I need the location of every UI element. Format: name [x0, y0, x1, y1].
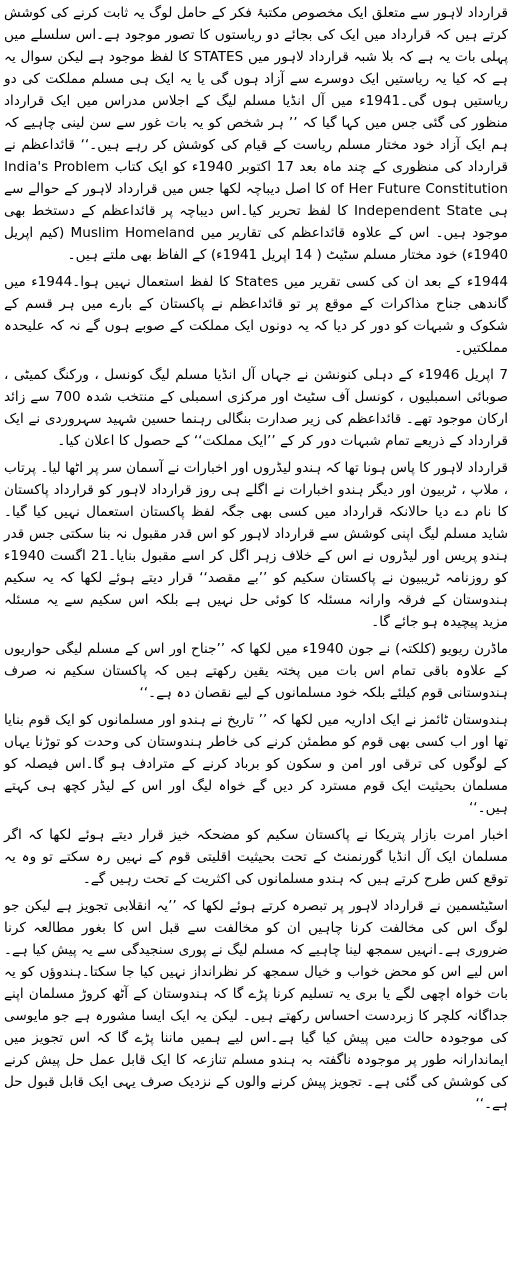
paragraph-modern-review: ماڈرن ریویو (کلکتہ) نے جون 1940ء میں لکھا کہ ’’جناح اور اس کے مسلم لیگی حواریوں کے علاوہ باقی تمام اس بات میں پختہ یقین رکھتے ہیں کہ پاکستان سکیم نہ صرف ہندوستانی قوم کیلئے بلکہ خود مسلمانوں کے لیے نقصان دہ ہے۔‘‘	[4, 641, 508, 701]
paragraph-amrita-bazar-patrika: اخبار امرت بازار پتریکا نے پاکستان سکیم کو مضحکہ خیز قرار دیتے ہوئے لکھا کہ اگر مسلمان ایک آل انڈیا گورنمنٹ کے تحت بحیثیت اقلیتی قوم کے نہیں رہ سکتے تو وہ یہ توقع کس طرح کرتے ہیں کہ ہندو مسلمانوں کی اکثریت کے تحت رہیں گے۔	[4, 827, 508, 887]
paragraph-1944-gandhi-jinnah-talks: 1944ء کے بعد ان کی کسی تقریر میں States کا لفظ استعمال نہیں ہوا۔1944ء میں گاندھی جناح مذاکرات کے موقع پر تو قائداعظم نے پاکستان کے بارے میں ہر قسم کے شکوک و شبہات کو دور کر دیا کہ یہ دونوں ایک مملکت کے صوبے ہوں گے نہ کہ علیحدہ مملکتیں۔	[4, 274, 508, 356]
paragraph-delhi-convention-1946: 7 اپریل 1946ء کے دہلی کنونشن نے جہاں آل انڈیا مسلم لیگ کونسل ، ورکنگ کمیٹی ، صوبائی اسمبلیوں ، کونسل آف سٹیٹ اور مرکزی اسمبلی کے منتخب شدہ 700 سے زائد ارکان موجود تھے۔ قائداعظم کی زیر صدارت بنگالی رہنما حسین شہید سہروردی نے ایک قرارداد کے ذریعے تمام شبہات دور کر کے ’’ایک مملکت‘‘ کے حصول کا اعلان کیا۔	[4, 367, 508, 449]
paragraph-hindustan-times: ہندوستان ٹائمز نے ایک اداریہ میں لکھا کہ ’’ تاریخ نے ہندو اور مسلمانوں کو ایک قوم بنایا تھا اور اب کسی بھی قوم کو مطمئن کرنے کی خاطر ہندوستان کی وحدت کو توڑنا یہاں کے لوگوں کی ترقی اور امن و سکون کو برباد کرنے کے مترادف ہو گا۔اس فیصلہ کو مسلمان بحیثیت ایک قوم مسترد کر دیں گے خواہ لیگ اور اس کے لیڈر کچھ ہی کہتے ہیں۔‘‘	[4, 712, 508, 816]
paragraph-statesman: اسٹیٹسمین نے قرارداد لاہور پر تبصرہ کرتے ہوئے لکھا کہ ’’یہ انقلابی تجویز ہے لیکن جو لوگ اس کی مخالفت کرنا چاہیں ان کو مخالفت سے قبل اس کا بغور مطالعہ کرنا ضروری ہے۔انہیں سمجھ لینا چاہیے کہ مسلم لیگ نے پوری سنجیدگی سے یہ پیش کیا ہے۔اس لیے اس کو محض خواب و خیال سمجھ کر نظرانداز نہیں کیا جا سکتا۔ہندوؤں کو یہ بات خواہ اچھی لگے یا بری یہ تسلیم کرنا پڑے گا کہ ہندوستان کے آٹھ کروڑ مسلمان اپنے جداگانہ کلچر کا زبردست احساس رکھتے ہیں۔ لیکن یہ ایک ایسا مشورہ ہے جو مایوسی کی موجودہ حالت میں پیش کیا گیا ہے۔اس لیے ہمیں ماننا پڑے گا کہ اس تجویز میں ایماندارانہ طور پر موجودہ ناگفتہ بہ ہندو مسلم تنازعہ کا ایک قابل عمل حل پیش کرنے کی کوشش کی گئی ہے۔ تجویز پیش کرنے والوں کے نزدیک صرف یہی ایک قابل قبول حل ہے۔‘‘	[4, 898, 508, 1112]
paragraph-lahore-resolution-states: قرارداد لاہور سے متعلق ایک مخصوص مکتبۂ فکر کے حامل لوگ یہ ثابت کرنے کی کوشش کرتے ہیں کہ قرارداد میں ایک کی بجائے دو ریاستوں کا تصور موجود ہے۔اس سلسلے میں پہلی بات یہ ہے کہ بلا شبہ قرارداد لاہور میں STATES کا لفظ موجود ہے لیکن سوال یہ ہے کہ کیا یہ ریاستیں ایک دوسرے سے آزاد ہوں گی یا یہ ایک ہی مسلم مملکت کی دو ریاستیں ہوں گی۔1941ء میں آل انڈیا مسلم لیگ کے اجلاس مدراس میں ایک قرارداد منظور کی گئی جس میں کہا گیا کہ ’’ ہر شخص کو یہ بات غور سے سن لینی چاہیے کہ ہم ایک آزاد خود مختار مسلم ریاست کے قیام کی کوشش کر رہے ہیں۔‘‘ قائداعظم نے قرارداد کی منظوری کے چند ماہ بعد 17 اکتوبر 1940ء کو ایک کتاب India's Problem of Her Future Constitution کا اصل دیباچہ لکھا جس میں قرارداد لاہور کے حوالے سے ہی Independent State کا لفظ تحریر کیا۔اس دیباچہ پر قائداعظم کے دستخط بھی موجود ہیں۔ اس کے علاوہ قائداعظم کی تقاریر میں Muslim Homeland (کیم اپریل 1940ء) خود مختار مسلم سٹیٹ ( 14 اپریل 1941ء) کے الفاظ بھی ملتے ہیں۔	[4, 5, 509, 263]
paragraph-hindu-press-reaction: قرارداد لاہور کا پاس ہونا تھا کہ ہندو لیڈروں اور اخبارات نے آسمان سر پر اٹھا لیا۔ پرتاب ، ملاپ ، ٹربیون اور دیگر ہندو اخبارات نے اگلے ہی روز قرارداد لاہور کو قرارداد پاکستان کا نام دے دیا حالانکہ قرارداد میں کسی بھی جگہ لفظ پاکستان استعمال نہیں کیا گیا۔ شاید مسلم لیگ اپنی کوشش سے قرارداد لاہور کو اس قدر مقبول نہ بنا سکتی جس قدر ہندو پریس اور لیڈروں نے اس کے خلاف زہر اگل کر اسے مقبول بنایا۔21 اگست 1940ء کو روزنامہ ٹریبیون نے پاکستان سکیم کو ’’بے مقصد‘‘ قرار دیتے ہوئے لکھا کہ یہ سکیم ہندوستان کے فرقہ وارانہ مسئلہ کا کوئی حل نہیں ہے بلکہ اس سکیم سے یہ مسئلہ مزید پیچیدہ ہو جائے گا۔	[4, 460, 508, 630]
